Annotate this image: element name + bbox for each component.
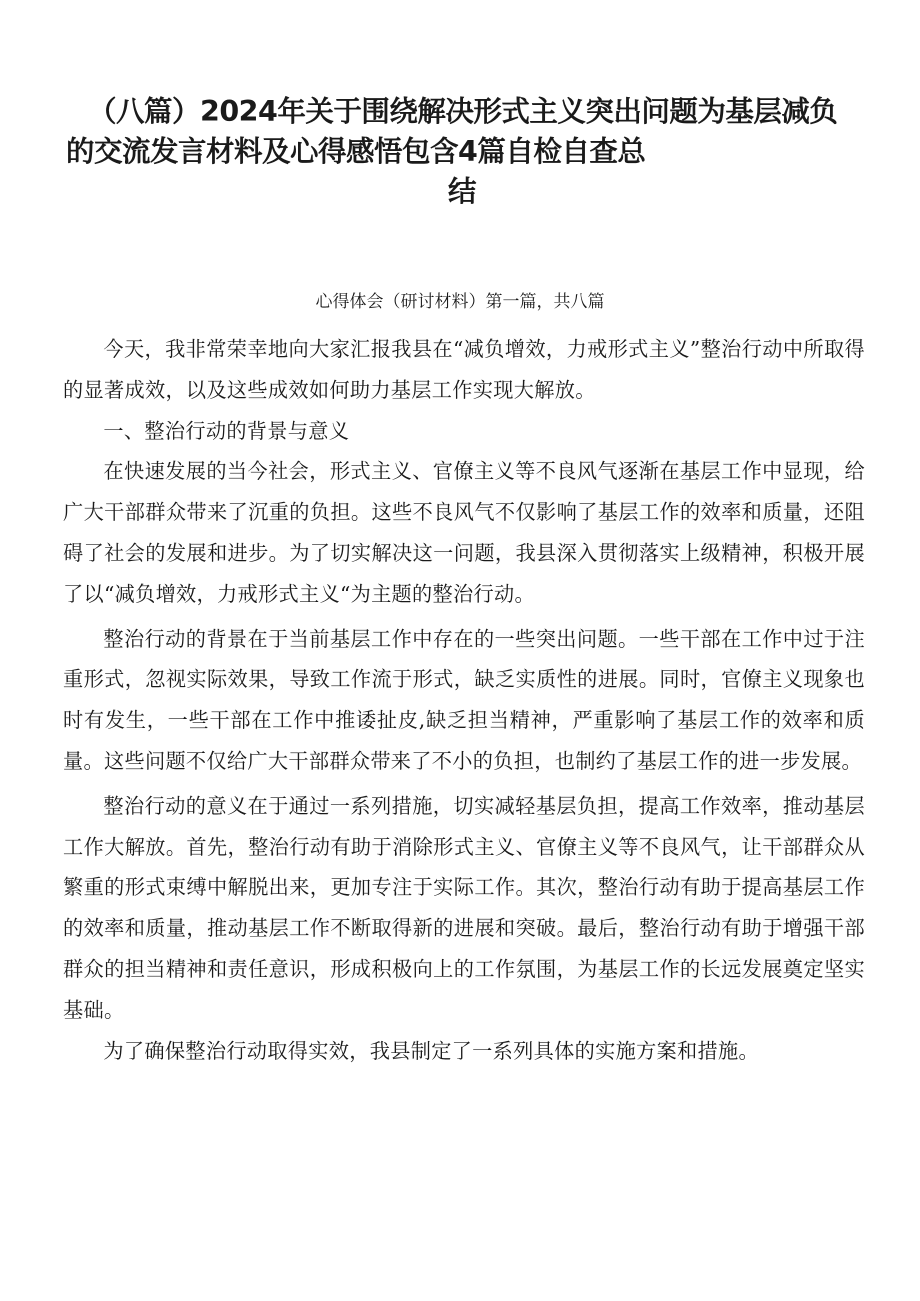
document-title xyxy=(66,92,876,212)
paragraph-background: 在快速发展的当今社会，形式主义、官僚主义等不良风气逐渐在基层工作中显现，给广大干部群众带来了沉重的负担。这些不良风气不仅影响了基层工作的效率和质量，还阻碍了社会的发展和进步。为了切实解决这一问题，我县深入贯彻落实上级精神，积极开展了以“减负增效，力戒形式主义“为主题的整治行动。 xyxy=(63,459,865,606)
document-body xyxy=(63,329,865,1071)
title-line-1: （八篇）2024年关于围绕解决形式主义突出问题为基层减负 xyxy=(88,95,838,128)
document-subtitle: 心得体会（研讨材料）第一篇，共八篇 xyxy=(315,292,605,312)
paragraph-significance: 整治行动的意义在于通过一系列措施，切实减轻基层负担，提高工作效率，推动基层工作大解放。首先，整治行动有助于消除形式主义、官僚主义等不良风气，让干部群众从繁重的形式束缚中解脱出来，更加专注于实际工作。其次，整治行动有助于提高基层工作的效率和质量，推动基层工作不断取得新的进展和突破。最后，整治行动有助于增强干部群众的担当精神和责任意识，形成积极向上的工作氛围，为基层工作的长远发展奠定坚实基础。 xyxy=(63,793,865,1022)
title-line-3: 结 xyxy=(448,175,477,208)
paragraph-background-detail: 整治行动的背景在于当前基层工作中存在的一些突出问题。一些干部在工作中过于注重形式，忽视实际效果，导致工作流于形式，缺乏实质性的进展。同时，官僚主义现象也时有发生，一些干部在工作中推诿扯皮,缺乏担当精神，严重影响了基层工作的效率和质量。这些问题不仅给广大干部群众带来了不小的负担，也制约了基层工作的进一步发展。 xyxy=(63,626,865,773)
section-heading-1: 一、整治行动的背景与意义 xyxy=(103,418,350,443)
paragraph-intro: 今天，我非常荣幸地向大家汇报我县在“减负增效，力戒形式主义”整治行动中所取得的显著成效，以及这些成效如何助力基层工作实现大解放。 xyxy=(63,337,865,402)
title-line-2: 的交流发言材料及心得感悟包含4篇自检自查总 xyxy=(66,135,646,168)
paragraph-implementation: 为了确保整治行动取得实效，我县制定了一系列具体的实施方案和措施。 xyxy=(103,1038,759,1063)
